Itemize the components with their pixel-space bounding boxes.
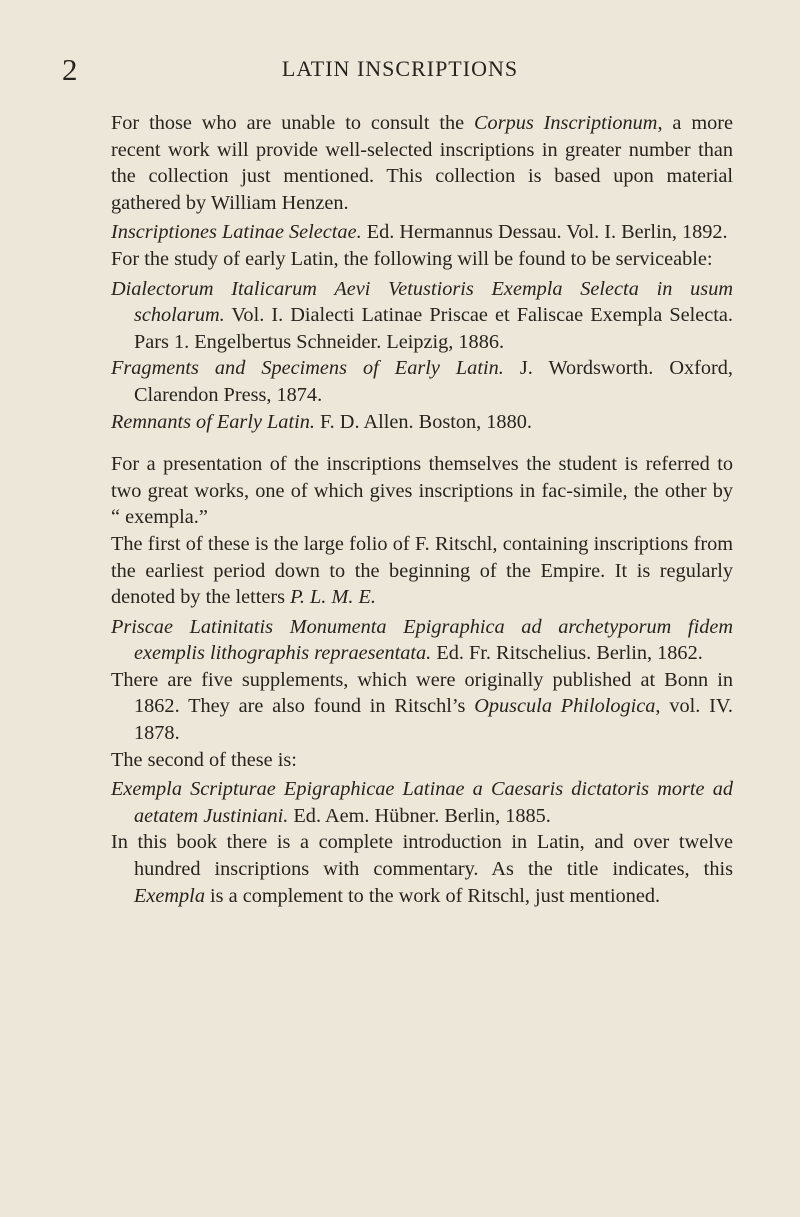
title-italic: Corpus Inscriptionum [474,112,658,134]
text: , a more recent work will provide well-selected inscriptions in greater number than the collection just mentioned. This collection is based upon material gathered by William Henzen. [111,112,734,214]
page-header [0,52,800,92]
text: J. Wordsworth. Oxford, Clarendon Press, 1874. [134,357,733,406]
title-italic: Remnants of Early Latin. [111,410,315,433]
paragraph-corpus [111,110,733,216]
paragraph-second: The second of these is: [111,748,297,771]
bib-entry-allen [111,409,733,436]
text: F. D. Allen. Boston, 1880. [314,410,532,433]
text: The first of these is the large folio of F. Ritschl, containing inscriptions from the earliest period down to the beginning of the Empire. It is regularly denoted by the letters [111,532,733,609]
text: Ed. Aem. Hübner. Berlin, 1885. [288,804,551,827]
title-italic: Exempla Scripturae Epigraphicae Latinae a Caesaris dictatoris morte ad aetatem Justiniani. [111,778,733,827]
paragraph-ritschl [111,531,733,611]
bib-entry-supplements [111,667,733,747]
title-italic: Inscriptiones Latinae Selectae. [111,221,362,244]
paragraph-presentation: For a presentation of the inscriptions themselves the student is referred to two great works, one of which gives inscriptions in fac-simile, the other by “ exempla.” [111,453,733,529]
text: is a complement to the work of Ritschl, just mentioned. [204,884,661,907]
title-italic: Exempla [134,884,205,907]
text: Ed. Fr. Ritschelius. Berlin, 1862. [431,642,703,665]
page-body [111,110,733,909]
text: Vol. I. Dialecti Latinae Priscae et Faliscae Exempla Selecta. Pars 1. Engelbertus Schneider. Leipzig, 1886. [134,304,733,353]
bib-entry-schneider [111,276,733,356]
bib-entry-dessau [111,219,733,246]
title-italic: Priscae Latinitatis Monumenta Epigraphica ad archetyporum fidem exemplis lithographis repraesentata. [111,615,733,665]
abbreviation-italic: P. L. M. E. [290,586,376,609]
title-italic: Opuscula Philologica [474,695,656,718]
title-italic: Fragments and Specimens of Early Latin. [111,357,504,380]
page-number: 2 [62,52,78,87]
text: For those who are unable to consult the [111,112,475,134]
text: Ed. Hermannus Dessau. Vol. I. Berlin, 1892. [361,221,728,244]
running-title: LATIN INSCRIPTIONS [281,56,519,81]
text: , vol. IV. 1878. [134,695,733,745]
title-italic: Dialectorum Italicarum Aevi Vetustioris Exempla Selecta in usum scholarum. [111,277,733,327]
bib-entry-hubner [111,776,733,829]
bib-entry-ritschl [111,614,733,667]
bib-entry-wordsworth [111,355,733,408]
paragraph-early-latin: For the study of early Latin, the following will be found to be serviceable: [111,247,713,270]
text: In this book there is a complete introduction in Latin, and over twelve hundred inscriptions with commentary. As the title indicates, this [111,831,733,881]
bib-entry-hubner-note [111,829,733,909]
text: There are five supplements, which were originally published at Bonn in 1862. They are also found in Ritschl’s [111,668,733,718]
